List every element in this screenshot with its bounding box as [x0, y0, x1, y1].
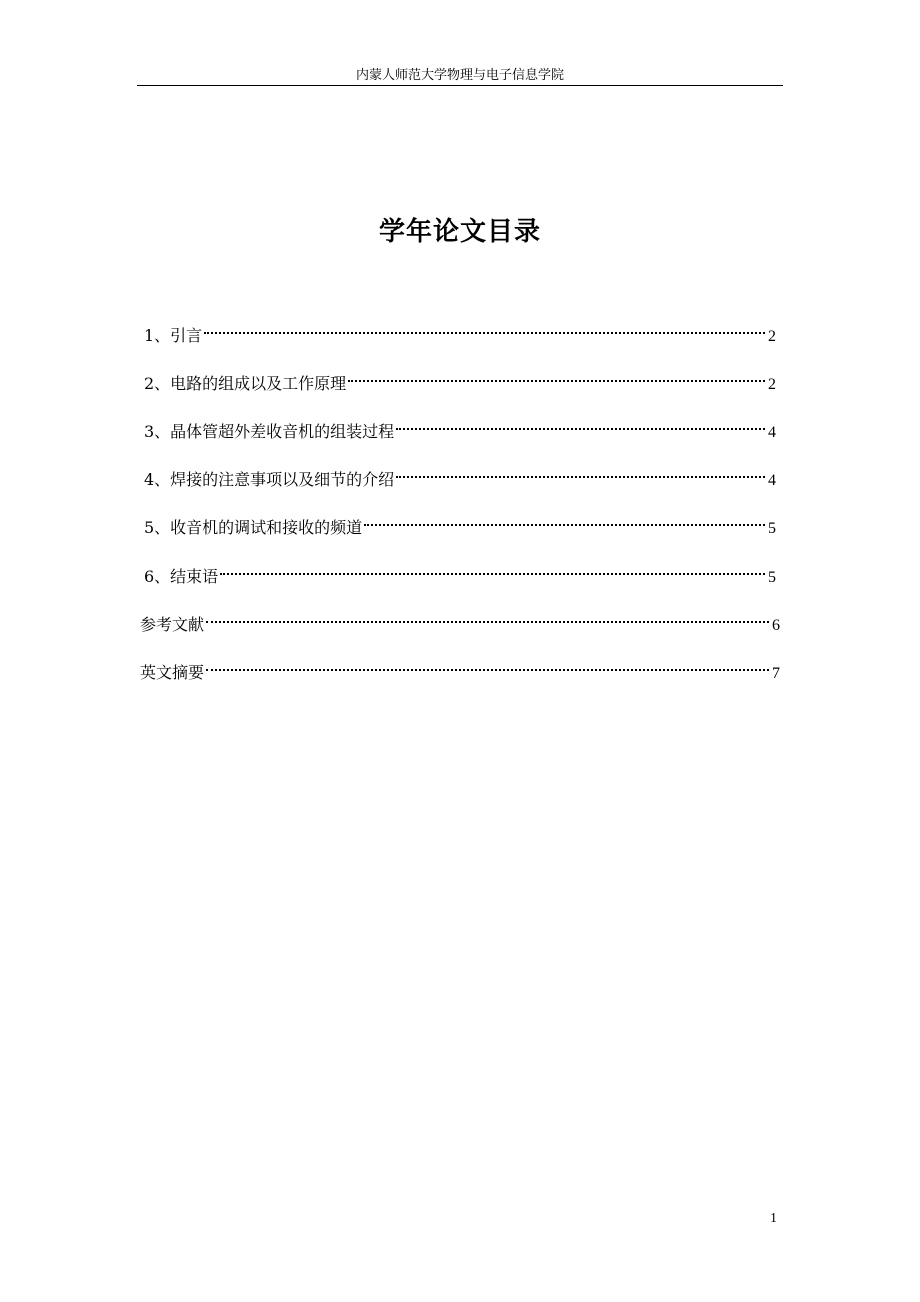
toc-entry[interactable]: [144, 365, 776, 393]
toc-entry-label: 英文摘要: [140, 663, 205, 682]
toc-entry-label: 3、晶体管超外差收音机的组装过程: [144, 422, 395, 441]
toc-entry-page: 7: [772, 665, 780, 682]
toc-entry[interactable]: [144, 509, 776, 537]
toc-dot-leader: [394, 461, 767, 485]
toc-dot-leader: [362, 509, 767, 533]
toc-entry-label: 4、焊接的注意事项以及细节的介绍: [144, 470, 395, 489]
toc-entry-label: 5、收音机的调试和接收的频道: [144, 518, 363, 537]
toc-entry[interactable]: [144, 413, 776, 441]
toc-dot-leader: [218, 558, 767, 582]
toc-entry[interactable]: [144, 461, 776, 489]
toc-entry-page: 6: [772, 617, 780, 634]
toc-dot-leader: [394, 413, 767, 437]
toc-entry-label: 参考文献: [140, 615, 205, 634]
toc-dot-leader: [202, 317, 767, 341]
toc-title: 学年论文目录: [378, 217, 541, 247]
toc-entry[interactable]: [140, 606, 780, 634]
toc-entry[interactable]: [144, 558, 776, 586]
toc-entry-page: 4: [768, 424, 776, 441]
toc-dot-leader: [346, 365, 767, 389]
toc-entry-label: 2、电路的组成以及工作原理: [144, 374, 347, 393]
toc-entry[interactable]: [140, 654, 780, 682]
toc-entry-page: 2: [768, 376, 776, 393]
toc-entry-page: 4: [768, 472, 776, 489]
page-header: [137, 64, 783, 86]
toc-dot-leader: [204, 654, 771, 678]
toc-dot-leader: [204, 606, 771, 630]
toc-entry-label: 1、引言: [144, 326, 203, 345]
toc-entry-page: 5: [768, 569, 776, 586]
toc-entry-label: 6、结束语: [144, 567, 219, 586]
toc-entry-page: 5: [768, 520, 776, 537]
toc-entry[interactable]: [144, 317, 776, 345]
header-institution: 内蒙人师范大学物理与电子信息学院: [355, 68, 564, 83]
toc-entry-page: 2: [768, 328, 776, 345]
page-number: 1: [770, 1211, 777, 1226]
